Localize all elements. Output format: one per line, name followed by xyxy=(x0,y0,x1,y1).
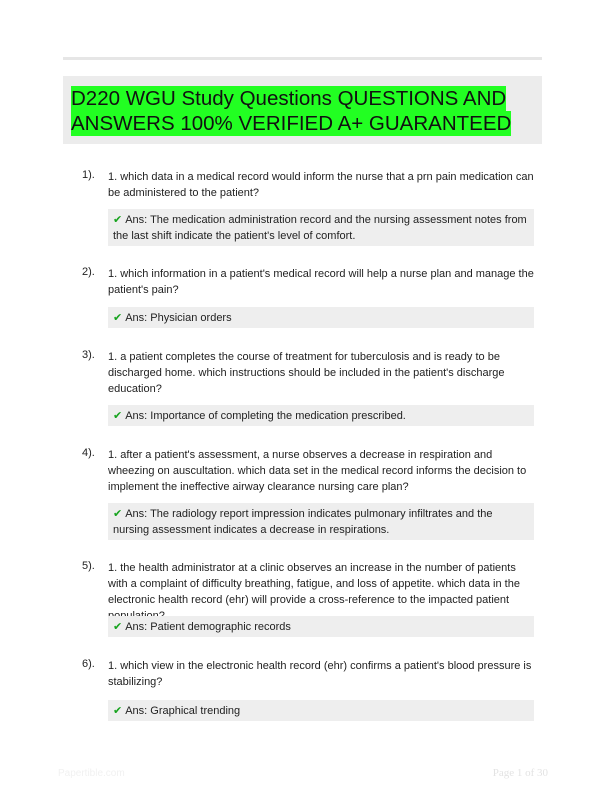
question-number: 6). xyxy=(82,658,95,670)
answer-text: Ans: Graphical trending xyxy=(125,705,241,717)
checkmark-icon: ✔ xyxy=(113,508,123,520)
question-text: 1. which view in the electronic health record (ehr) confirms a patient's blood pressure is stabilizing? xyxy=(108,660,532,688)
question-number: 5). xyxy=(82,560,95,572)
question-number: 3). xyxy=(82,349,95,361)
question-number: 1). xyxy=(82,169,95,181)
document-title xyxy=(71,86,534,136)
answer-box xyxy=(108,405,534,426)
top-divider xyxy=(63,57,542,60)
checkmark-icon: ✔ xyxy=(113,621,123,633)
question-text: 1. a patient completes the course of treatment for tuberculosis and is ready to be discharged home. which instructions should be included in the patient's discharge education? xyxy=(108,351,505,395)
answer-box xyxy=(108,503,534,540)
answer-box xyxy=(108,209,534,246)
checkmark-icon: ✔ xyxy=(113,214,123,226)
checkmark-icon: ✔ xyxy=(113,410,123,422)
answer-box xyxy=(108,616,534,637)
question-text: 1. which information in a patient's medical record will help a nurse plan and manage the patient's pain? xyxy=(108,268,534,296)
footer-site-watermark: Papertible.com xyxy=(58,768,125,779)
answer-text: Ans: The radiology report impression indicates pulmonary infiltrates and the nursing assessment indicates a decrease in respirations. xyxy=(113,508,493,536)
title-banner xyxy=(63,76,542,144)
question-text: 1. after a patient's assessment, a nurse observes a decrease in respiration and wheezing on auscultation. which data set in the medical record informs the decision to implement the ineffective airway clearance nursing care plan? xyxy=(108,449,527,493)
question-text: 1. the health administrator at a clinic observes an increase in the number of patients with a complaint of difficulty breathing, fatigue, and loss of appetite. which data in the electronic health record (ehr) will provide a cross-reference to the impacted patient xyxy=(108,562,520,606)
question-number: 2). xyxy=(82,266,95,278)
answer-text: Ans: Patient demographic records xyxy=(125,621,291,633)
answer-text: Ans: Importance of completing the medication prescribed. xyxy=(125,410,406,422)
answer-box xyxy=(108,700,534,721)
document-title-highlight: D220 WGU Study Questions QUESTIONS AND ANSWERS 100% VERIFIED A+ GUARANTEED xyxy=(71,87,512,135)
page-number: Page 1 of 30 xyxy=(492,767,548,779)
question-text: 1. which data in a medical record would inform the nurse that a prn pain medication can be administered to the patient? xyxy=(108,171,534,199)
answer-box xyxy=(108,307,534,328)
checkmark-icon: ✔ xyxy=(113,312,123,324)
question-number: 4). xyxy=(82,447,95,459)
answer-text: Ans: The medication administration record and the nursing assessment notes from the last shift indicate the patient's level of comfort. xyxy=(113,214,527,242)
checkmark-icon: ✔ xyxy=(113,705,123,717)
answer-text: Ans: Physician orders xyxy=(125,312,232,324)
